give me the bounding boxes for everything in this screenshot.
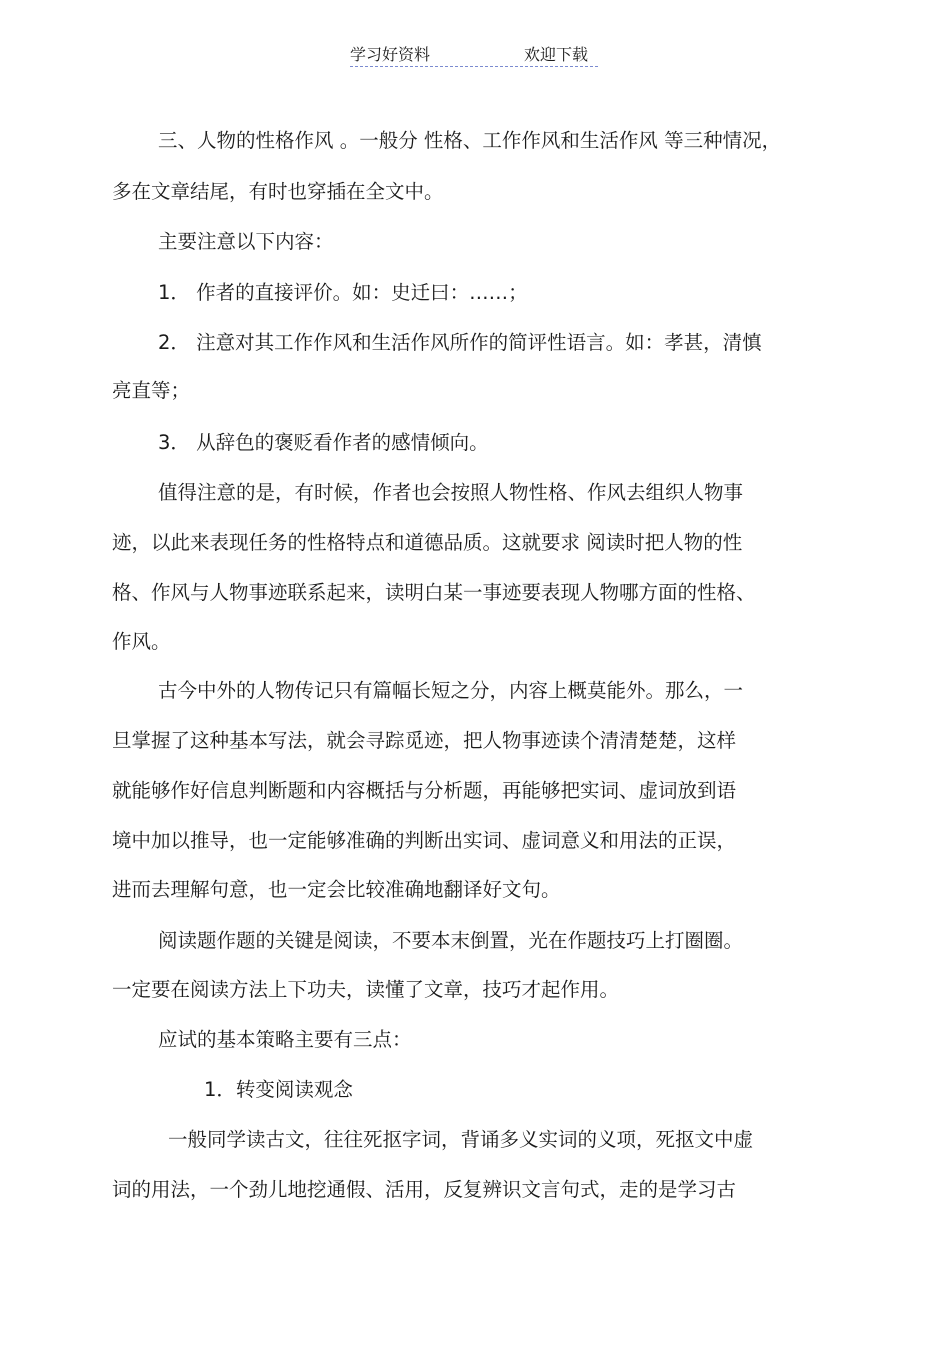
text-line: 亮直等；: [112, 379, 191, 402]
text-line: 一定要在阅读方法上下功夫，读懂了文章，技巧才起作用。: [112, 978, 620, 1001]
text-line: 作风。: [112, 630, 171, 653]
text-line: 旦掌握了这种基本写法，就会寻踪觅迹，把人物事迹读个清清楚楚，这样: [112, 729, 737, 752]
text-line: 应试的基本策略主要有三点：: [158, 1028, 412, 1051]
text-line: 三、人物的性格作风 。一般分 性格、工作作风和生活作风 等三种情况，: [158, 129, 782, 152]
text-line: 3． 从辞色的褒贬看作者的感情倾向。: [158, 431, 489, 454]
text-line: 就能够作好信息判断题和内容概括与分析题，再能够把实词、虚词放到语: [112, 779, 737, 802]
header-left: 学习好资料: [350, 45, 431, 64]
text-line: 词的用法，一个劲儿地挖通假、活用，反复辨识文言句式，走的是学习古: [112, 1178, 737, 1201]
text-line: 一般同学读古文，往往死抠字词，背诵多义实词的义项，死抠文中虚: [168, 1128, 754, 1151]
text-line: 进而去理解句意，也一定会比较准确地翻译好文句。: [112, 878, 561, 901]
text-line: 2． 注意对其工作作风和生活作风所作的简评性语言。如：孝甚，清慎: [158, 331, 762, 354]
text-line: 主要注意以下内容：: [158, 230, 334, 253]
text-line: 多在文章结尾，有时也穿插在全文中。: [112, 180, 444, 203]
text-line: 阅读题作题的关键是阅读，不要本末倒置，光在作题技巧上打圈圈。: [158, 929, 744, 952]
header-right: 欢迎下载: [524, 45, 589, 64]
page-header: [350, 42, 598, 67]
text-line: 1． 作者的直接评价。如：史迁曰：……；: [158, 281, 528, 304]
text-line: 境中加以推导，也一定能够准确的判断出实词、虚词意义和用法的正误，: [112, 829, 737, 852]
text-line: 值得注意的是，有时候，作者也会按照人物性格、作风去组织人物事: [158, 481, 744, 504]
text-line: 古今中外的人物传记只有篇幅长短之分，内容上概莫能外。那么，一: [158, 679, 744, 702]
text-line: 格、作风与人物事迹联系起来，读明白某一事迹要表现人物哪方面的性格、: [112, 581, 756, 604]
text-line: 1．转变阅读观念: [204, 1078, 353, 1101]
text-line: 迹，以此来表现任务的性格特点和道德品质。这就要求 阅读时把人物的性: [112, 531, 743, 554]
